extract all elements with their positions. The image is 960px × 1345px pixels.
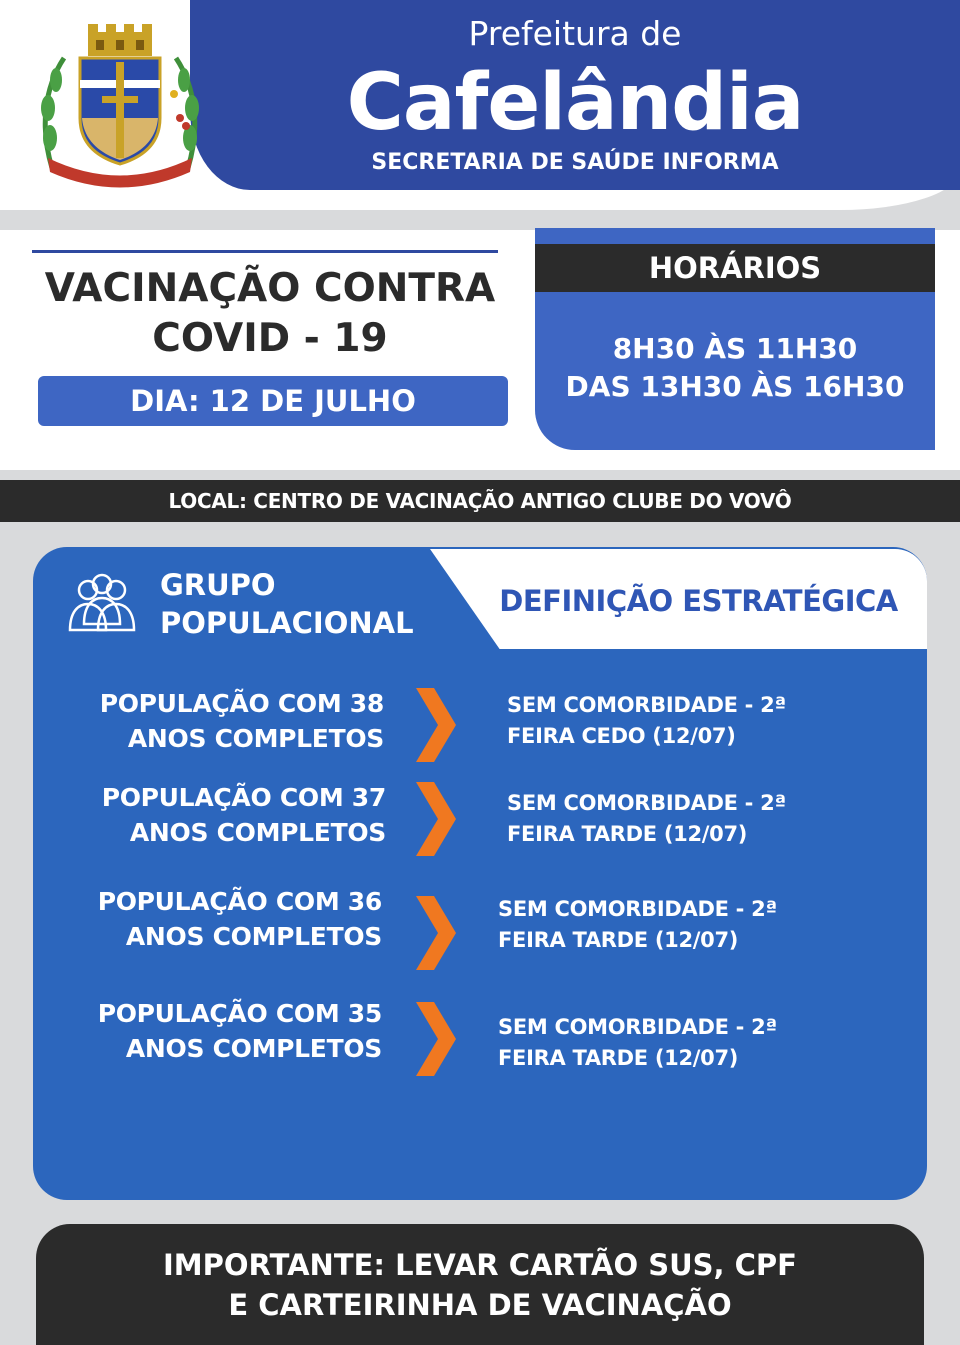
header-prefeitura-text: Prefeitura de bbox=[468, 14, 682, 53]
row-3-group-line2: ANOS COMPLETOS bbox=[125, 922, 382, 951]
footer-notice bbox=[36, 1224, 924, 1345]
row-1-group bbox=[44, 686, 384, 756]
row-3-group bbox=[42, 884, 382, 954]
row-4-definition bbox=[498, 1012, 828, 1074]
footer-line1: IMPORTANTE: LEVAR CARTÃO SUS, CPF bbox=[162, 1248, 797, 1282]
row-3-group-line1: POPULAÇÃO COM 36 bbox=[97, 887, 382, 916]
campaign-title-line2: COVID - 19 bbox=[152, 316, 388, 361]
footer-line2: E CARTEIRINHA DE VACINAÇÃO bbox=[228, 1288, 732, 1322]
row-1-group-line2: ANOS COMPLETOS bbox=[127, 724, 384, 753]
row-3-def-line1: SEM COMORBIDADE - 2ª bbox=[498, 897, 777, 921]
row-1-def-line1: SEM COMORBIDADE - 2ª bbox=[507, 693, 786, 717]
group-header-line1: GRUPO bbox=[160, 568, 276, 602]
hours-heading: HORÁRIOS bbox=[535, 244, 935, 292]
row-1-definition bbox=[507, 690, 837, 752]
row-3-def-line2: FEIRA TARDE (12/07) bbox=[498, 928, 739, 952]
row-4-def-line1: SEM COMORBIDADE - 2ª bbox=[498, 1015, 777, 1039]
row-4-group bbox=[42, 996, 382, 1066]
chevron-right-icon bbox=[414, 894, 458, 972]
group-header-line2: POPULACIONAL bbox=[160, 606, 414, 640]
row-2-def-line1: SEM COMORBIDADE - 2ª bbox=[507, 791, 786, 815]
row-2-group bbox=[46, 780, 386, 850]
row-1-def-line2: FEIRA CEDO (12/07) bbox=[507, 724, 736, 748]
definition-header: DEFINIÇÃO ESTRATÉGICA bbox=[499, 584, 898, 618]
row-4-def-line2: FEIRA TARDE (12/07) bbox=[498, 1046, 739, 1070]
location-bar: LOCAL: CENTRO DE VACINAÇÃO ANTIGO CLUBE DO VOVÔ bbox=[0, 480, 960, 522]
row-3-definition bbox=[498, 894, 828, 956]
header-secretaria-text: SECRETARIA DE SAÚDE INFORMA bbox=[371, 150, 779, 175]
hours-slot-morning: 8H30 ÀS 11H30 bbox=[612, 332, 858, 365]
row-2-group-line1: POPULAÇÃO COM 37 bbox=[101, 783, 386, 812]
campaign-date-badge: DIA: 12 DE JULHO bbox=[38, 376, 508, 426]
row-4-group-line2: ANOS COMPLETOS bbox=[125, 1034, 382, 1063]
row-2-def-line2: FEIRA TARDE (12/07) bbox=[507, 822, 748, 846]
chevron-right-icon bbox=[414, 686, 458, 764]
row-4-group-line1: POPULAÇÃO COM 35 bbox=[97, 999, 382, 1028]
row-2-group-line2: ANOS COMPLETOS bbox=[129, 818, 386, 847]
people-group-icon bbox=[64, 572, 140, 634]
hours-slot-afternoon: DAS 13H30 ÀS 16H30 bbox=[565, 370, 905, 403]
row-1-group-line1: POPULAÇÃO COM 38 bbox=[99, 689, 384, 718]
row-2-definition bbox=[507, 788, 837, 850]
title-divider bbox=[32, 250, 498, 253]
city-crest-logo bbox=[30, 18, 210, 188]
campaign-title-line1: VACINAÇÃO CONTRA bbox=[44, 266, 496, 311]
header-city-name: Cafelândia bbox=[346, 58, 804, 148]
chevron-right-icon bbox=[414, 780, 458, 858]
chevron-right-icon bbox=[414, 1000, 458, 1078]
